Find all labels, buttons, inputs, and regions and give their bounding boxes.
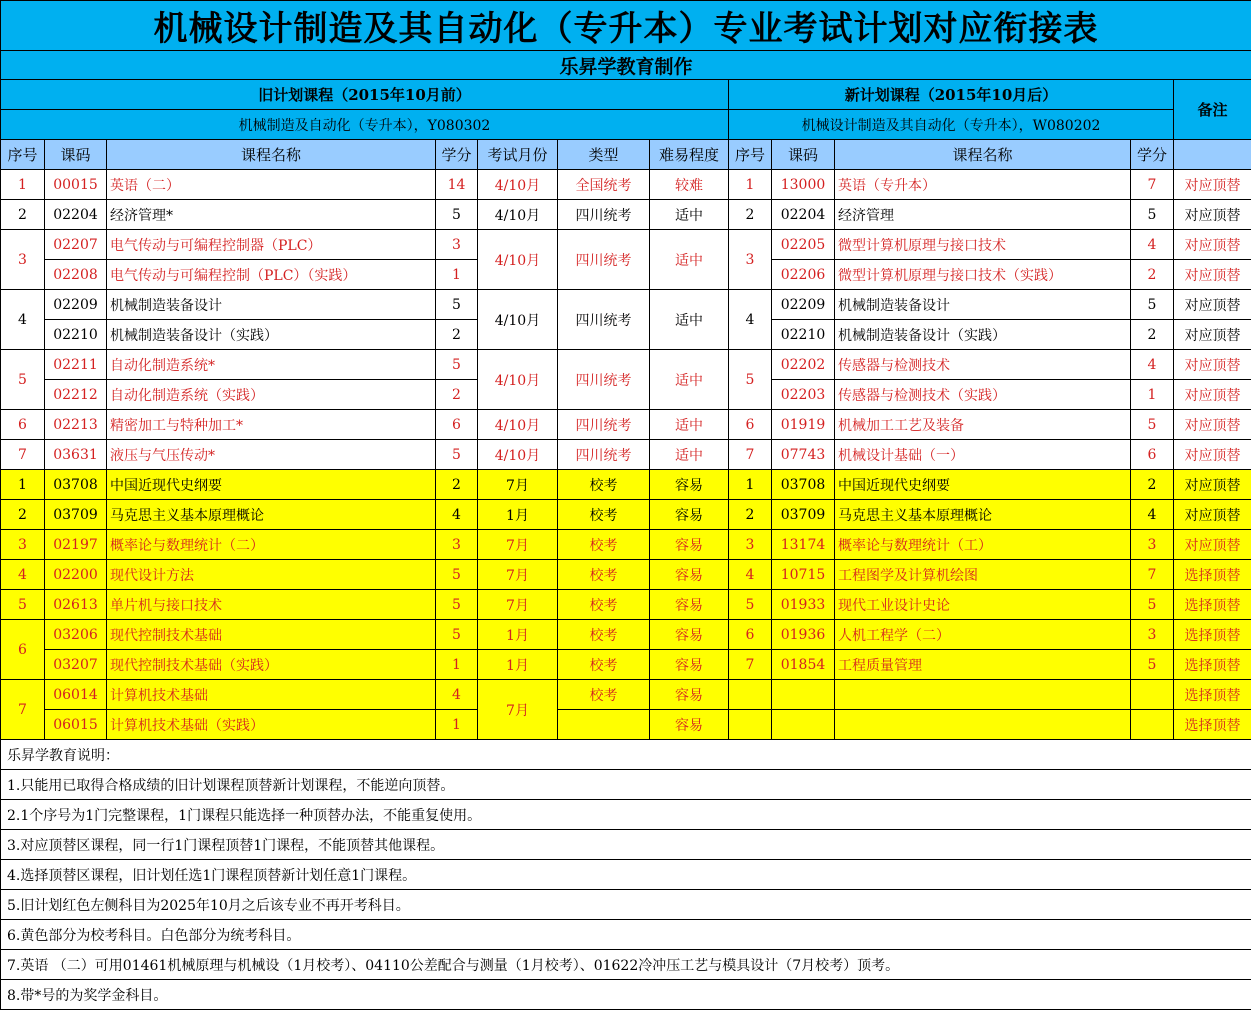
cell-type: 四川统考 (558, 410, 650, 440)
cell-seq: 4 (1, 290, 45, 350)
cell-new-code: 02206 (772, 260, 835, 290)
cell-new-code: 01933 (772, 590, 835, 620)
old-major-label: 机械制造及自动化（专升本），Y080302 (1, 110, 729, 140)
cell-remark: 选择顶替 (1174, 650, 1251, 680)
cell-difficulty: 适中 (650, 290, 729, 350)
cell-name: 中国近现代史纲要 (107, 470, 436, 500)
col-header-remark (1174, 140, 1251, 170)
table-row (1, 200, 1251, 230)
page-title: 机械设计制造及其自动化（专升本）专业考试计划对应衔接表 (1, 1, 1251, 51)
cell-new-seq: 3 (729, 530, 772, 560)
cell-new-code: 13000 (772, 170, 835, 200)
cell-credit: 3 (436, 530, 478, 560)
cell-new-code (772, 710, 835, 740)
cell-difficulty: 较难 (650, 170, 729, 200)
cell-new-name: 传感器与检测技术 (835, 350, 1131, 380)
cell-month: 7月 (478, 680, 558, 740)
col-header-difficulty: 难易程度 (650, 140, 729, 170)
cell-name: 自动化制造系统* (107, 350, 436, 380)
cell-credit: 5 (436, 200, 478, 230)
cell-new-name: 微型计算机原理与接口技术（实践） (835, 260, 1131, 290)
cell-remark: 选择顶替 (1174, 680, 1251, 710)
cell-code: 02209 (45, 290, 107, 320)
cell-remark: 对应顶替 (1174, 380, 1251, 410)
cell-credit: 1 (436, 260, 478, 290)
cell-new-code: 02209 (772, 290, 835, 320)
cell-new-code: 03709 (772, 500, 835, 530)
cell-month: 4/10月 (478, 170, 558, 200)
col-header-seq: 序号 (1, 140, 45, 170)
cell-new-seq (729, 710, 772, 740)
cell-new-credit: 5 (1131, 290, 1174, 320)
cell-new-name: 中国近现代史纲要 (835, 470, 1131, 500)
cell-type (558, 710, 650, 740)
cell-difficulty: 容易 (650, 620, 729, 650)
cell-new-code: 01936 (772, 620, 835, 650)
cell-new-credit: 3 (1131, 530, 1174, 560)
cell-new-code: 01854 (772, 650, 835, 680)
cell-name: 自动化制造系统（实践） (107, 380, 436, 410)
cell-remark: 选择顶替 (1174, 710, 1251, 740)
cell-new-credit: 5 (1131, 200, 1174, 230)
table-row (1, 530, 1251, 560)
cell-credit: 5 (436, 290, 478, 320)
cell-difficulty: 容易 (650, 470, 729, 500)
cell-type: 校考 (558, 620, 650, 650)
cell-difficulty: 适中 (650, 200, 729, 230)
cell-new-credit: 6 (1131, 440, 1174, 470)
cell-seq: 1 (1, 470, 45, 500)
cell-credit: 2 (436, 380, 478, 410)
cell-credit: 1 (436, 650, 478, 680)
cell-name: 机械制造装备设计（实践） (107, 320, 436, 350)
cell-remark: 对应顶替 (1174, 530, 1251, 560)
cell-new-code: 02210 (772, 320, 835, 350)
table-row (1, 710, 1251, 740)
cell-month: 4/10月 (478, 200, 558, 230)
cell-credit: 5 (436, 350, 478, 380)
cell-new-code: 03708 (772, 470, 835, 500)
cell-new-credit: 2 (1131, 470, 1174, 500)
note-7: 7.英语 （二）可用01461机械原理与机械设（1月校考）、04110公差配合与测量（1月校考）、01622冷冲压工艺与模具设计（7月校考）顶考。 (1, 950, 1251, 980)
cell-type: 校考 (558, 470, 650, 500)
cell-remark: 对应顶替 (1174, 320, 1251, 350)
cell-new-name: 工程图学及计算机绘图 (835, 560, 1131, 590)
cell-month: 4/10月 (478, 410, 558, 440)
cell-name: 现代设计方法 (107, 560, 436, 590)
cell-name: 电气传动与可编程控制器（PLC） (107, 230, 436, 260)
table-row (1, 470, 1251, 500)
cell-credit: 4 (436, 500, 478, 530)
cell-new-code: 13174 (772, 530, 835, 560)
note-2: 2.1个序号为1门完整课程，1门课程只能选择一种顶替办法，不能重复使用。 (1, 800, 1251, 830)
cell-new-name: 人机工程学（二） (835, 620, 1131, 650)
cell-code: 06014 (45, 680, 107, 710)
note-3: 3.对应顶替区课程，同一行1门课程顶替1门课程，不能顶替其他课程。 (1, 830, 1251, 860)
cell-remark: 对应顶替 (1174, 200, 1251, 230)
col-header-code: 课码 (45, 140, 107, 170)
cell-difficulty: 容易 (650, 560, 729, 590)
cell-name: 经济管理* (107, 200, 436, 230)
cell-new-credit: 7 (1131, 560, 1174, 590)
cell-code: 03631 (45, 440, 107, 470)
cell-credit: 5 (436, 590, 478, 620)
cell-month: 7月 (478, 560, 558, 590)
cell-code: 03206 (45, 620, 107, 650)
cell-new-code: 02203 (772, 380, 835, 410)
cell-month: 7月 (478, 470, 558, 500)
cell-month: 4/10月 (478, 440, 558, 470)
cell-difficulty: 适中 (650, 440, 729, 470)
cell-new-credit: 4 (1131, 350, 1174, 380)
cell-name: 液压与气压传动* (107, 440, 436, 470)
cell-seq: 4 (1, 560, 45, 590)
cell-difficulty: 容易 (650, 710, 729, 740)
cell-remark: 对应顶替 (1174, 260, 1251, 290)
cell-new-seq: 7 (729, 650, 772, 680)
cell-new-name (835, 680, 1131, 710)
cell-new-code: 07743 (772, 440, 835, 470)
cell-code: 02208 (45, 260, 107, 290)
cell-type: 校考 (558, 590, 650, 620)
cell-seq: 5 (1, 350, 45, 410)
cell-remark: 对应顶替 (1174, 350, 1251, 380)
cell-code: 02204 (45, 200, 107, 230)
cell-new-seq: 6 (729, 410, 772, 440)
cell-code: 03709 (45, 500, 107, 530)
table-row (1, 350, 1251, 380)
cell-new-code: 01919 (772, 410, 835, 440)
cell-month: 1月 (478, 620, 558, 650)
cell-code: 02207 (45, 230, 107, 260)
table-row (1, 560, 1251, 590)
new-plan-header: 新计划课程（2015年10月后） (729, 80, 1174, 110)
cell-difficulty: 适中 (650, 350, 729, 410)
cell-new-credit: 2 (1131, 260, 1174, 290)
cell-code: 03708 (45, 470, 107, 500)
cell-credit: 6 (436, 410, 478, 440)
cell-code: 00015 (45, 170, 107, 200)
cell-difficulty: 容易 (650, 650, 729, 680)
cell-code: 03207 (45, 650, 107, 680)
cell-new-credit: 4 (1131, 230, 1174, 260)
table-row (1, 650, 1251, 680)
cell-type: 校考 (558, 650, 650, 680)
cell-month: 1月 (478, 500, 558, 530)
cell-seq: 1 (1, 170, 45, 200)
cell-seq: 2 (1, 200, 45, 230)
cell-type: 四川统考 (558, 440, 650, 470)
note-4: 4.选择顶替区课程，旧计划任选1门课程顶替新计划任意1门课程。 (1, 860, 1251, 890)
cell-new-credit: 4 (1131, 500, 1174, 530)
cell-new-seq: 2 (729, 200, 772, 230)
col-header-new-credit: 学分 (1131, 140, 1174, 170)
cell-month: 7月 (478, 530, 558, 560)
table-row (1, 440, 1251, 470)
cell-remark: 对应顶替 (1174, 170, 1251, 200)
note-6: 6.黄色部分为校考科目。白色部分为统考科目。 (1, 920, 1251, 950)
cell-remark: 对应顶替 (1174, 500, 1251, 530)
table-row (1, 620, 1251, 650)
col-header-new-code: 课码 (772, 140, 835, 170)
cell-remark: 选择顶替 (1174, 620, 1251, 650)
note-8: 8.带*号的为奖学金科目。 (1, 980, 1251, 1010)
cell-difficulty: 容易 (650, 680, 729, 710)
cell-credit: 5 (436, 620, 478, 650)
cell-code: 02197 (45, 530, 107, 560)
cell-new-seq: 1 (729, 170, 772, 200)
cell-new-code: 02205 (772, 230, 835, 260)
cell-new-credit: 2 (1131, 320, 1174, 350)
cell-type: 全国统考 (558, 170, 650, 200)
cell-month: 4/10月 (478, 350, 558, 410)
cell-credit: 5 (436, 560, 478, 590)
cell-new-name: 经济管理 (835, 200, 1131, 230)
cell-name: 计算机技术基础 (107, 680, 436, 710)
cell-code: 02210 (45, 320, 107, 350)
col-header-month: 考试月份 (478, 140, 558, 170)
cell-difficulty: 容易 (650, 590, 729, 620)
cell-seq: 6 (1, 410, 45, 440)
cell-type: 四川统考 (558, 230, 650, 290)
cell-new-seq: 1 (729, 470, 772, 500)
cell-code: 02213 (45, 410, 107, 440)
table-row (1, 170, 1251, 200)
cell-new-code: 02202 (772, 350, 835, 380)
cell-credit: 5 (436, 440, 478, 470)
cell-new-code: 02204 (772, 200, 835, 230)
cell-code: 02200 (45, 560, 107, 590)
cell-new-name: 马克思主义基本原理概论 (835, 500, 1131, 530)
cell-difficulty: 容易 (650, 500, 729, 530)
cell-type: 校考 (558, 680, 650, 710)
cell-code: 02211 (45, 350, 107, 380)
cell-credit: 3 (436, 230, 478, 260)
cell-seq: 3 (1, 230, 45, 290)
cell-new-credit: 5 (1131, 590, 1174, 620)
col-header-new-seq: 序号 (729, 140, 772, 170)
cell-new-name: 工程质量管理 (835, 650, 1131, 680)
cell-new-seq: 4 (729, 560, 772, 590)
cell-type: 四川统考 (558, 200, 650, 230)
cell-new-credit: 7 (1131, 170, 1174, 200)
cell-new-credit (1131, 710, 1174, 740)
old-plan-header: 旧计划课程（2015年10月前） (1, 80, 729, 110)
cell-new-name: 机械制造装备设计 (835, 290, 1131, 320)
table-row (1, 680, 1251, 710)
cell-name: 单片机与接口技术 (107, 590, 436, 620)
cell-remark: 对应顶替 (1174, 230, 1251, 260)
cell-difficulty: 容易 (650, 530, 729, 560)
cell-name: 现代控制技术基础（实践） (107, 650, 436, 680)
cell-new-name: 机械设计基础（一） (835, 440, 1131, 470)
cell-new-seq: 5 (729, 590, 772, 620)
cell-month: 7月 (478, 590, 558, 620)
cell-name: 机械制造装备设计 (107, 290, 436, 320)
cell-name: 电气传动与可编程控制（PLC）（实践） (107, 260, 436, 290)
col-header-new-name: 课程名称 (835, 140, 1131, 170)
cell-code: 06015 (45, 710, 107, 740)
col-header-type: 类型 (558, 140, 650, 170)
cell-seq: 6 (1, 620, 45, 680)
cell-new-seq: 5 (729, 350, 772, 410)
col-header-credit: 学分 (436, 140, 478, 170)
cell-new-credit: 5 (1131, 650, 1174, 680)
cell-credit: 14 (436, 170, 478, 200)
cell-seq: 5 (1, 590, 45, 620)
table-row (1, 230, 1251, 260)
cell-new-name: 英语（专升本） (835, 170, 1131, 200)
cell-remark: 选择顶替 (1174, 590, 1251, 620)
new-major-label: 机械设计制造及其自动化（专升本），W080202 (729, 110, 1174, 140)
cell-new-credit (1131, 680, 1174, 710)
col-header-name: 课程名称 (107, 140, 436, 170)
cell-new-seq (729, 680, 772, 710)
cell-new-seq: 2 (729, 500, 772, 530)
cell-remark: 对应顶替 (1174, 290, 1251, 320)
cell-difficulty: 适中 (650, 410, 729, 440)
table-row (1, 590, 1251, 620)
cell-credit: 1 (436, 710, 478, 740)
cell-type: 校考 (558, 560, 650, 590)
cell-seq: 7 (1, 680, 45, 740)
cell-name: 概率论与数理统计（二） (107, 530, 436, 560)
cell-type: 四川统考 (558, 290, 650, 350)
cell-name: 英语（二） (107, 170, 436, 200)
cell-new-name (835, 710, 1131, 740)
cell-code: 02613 (45, 590, 107, 620)
cell-new-name: 概率论与数理统计（工） (835, 530, 1131, 560)
cell-new-code: 10715 (772, 560, 835, 590)
cell-new-name: 微型计算机原理与接口技术 (835, 230, 1131, 260)
cell-remark: 对应顶替 (1174, 440, 1251, 470)
cell-seq: 3 (1, 530, 45, 560)
cell-remark: 对应顶替 (1174, 410, 1251, 440)
note-1: 1.只能用已取得合格成绩的旧计划课程顶替新计划课程，不能逆向顶替。 (1, 770, 1251, 800)
table-row (1, 290, 1251, 320)
table-row (1, 500, 1251, 530)
cell-new-seq: 6 (729, 620, 772, 650)
cell-name: 现代控制技术基础 (107, 620, 436, 650)
cell-type: 四川统考 (558, 350, 650, 410)
cell-new-name: 机械制造装备设计（实践） (835, 320, 1131, 350)
remark-header: 备注 (1174, 80, 1251, 140)
cell-name: 计算机技术基础（实践） (107, 710, 436, 740)
table-row (1, 410, 1251, 440)
cell-new-name: 传感器与检测技术（实践） (835, 380, 1131, 410)
cell-new-name: 现代工业设计史论 (835, 590, 1131, 620)
cell-type: 校考 (558, 530, 650, 560)
producer-label: 乐昇学教育制作 (1, 51, 1251, 80)
cell-credit: 2 (436, 320, 478, 350)
cell-remark: 对应顶替 (1174, 470, 1251, 500)
cell-name: 马克思主义基本原理概论 (107, 500, 436, 530)
cell-new-credit: 1 (1131, 380, 1174, 410)
cell-credit: 4 (436, 680, 478, 710)
cell-new-seq: 7 (729, 440, 772, 470)
cell-name: 精密加工与特种加工* (107, 410, 436, 440)
notes-title: 乐昇学教育说明： (1, 740, 1251, 770)
note-5: 5.旧计划红色左侧科目为2025年10月之后该专业不再开考科目。 (1, 890, 1251, 920)
cell-month: 4/10月 (478, 230, 558, 290)
cell-remark: 选择顶替 (1174, 560, 1251, 590)
cell-new-code (772, 680, 835, 710)
cell-new-seq: 3 (729, 230, 772, 290)
cell-new-credit: 3 (1131, 620, 1174, 650)
cell-month: 4/10月 (478, 290, 558, 350)
cell-code: 02212 (45, 380, 107, 410)
cell-month: 1月 (478, 650, 558, 680)
cell-type: 校考 (558, 500, 650, 530)
cell-new-name: 机械加工工艺及装备 (835, 410, 1131, 440)
cell-difficulty: 适中 (650, 230, 729, 290)
cell-new-seq: 4 (729, 290, 772, 350)
cell-credit: 2 (436, 470, 478, 500)
cell-seq: 7 (1, 440, 45, 470)
cell-seq: 2 (1, 500, 45, 530)
cell-new-credit: 5 (1131, 410, 1174, 440)
